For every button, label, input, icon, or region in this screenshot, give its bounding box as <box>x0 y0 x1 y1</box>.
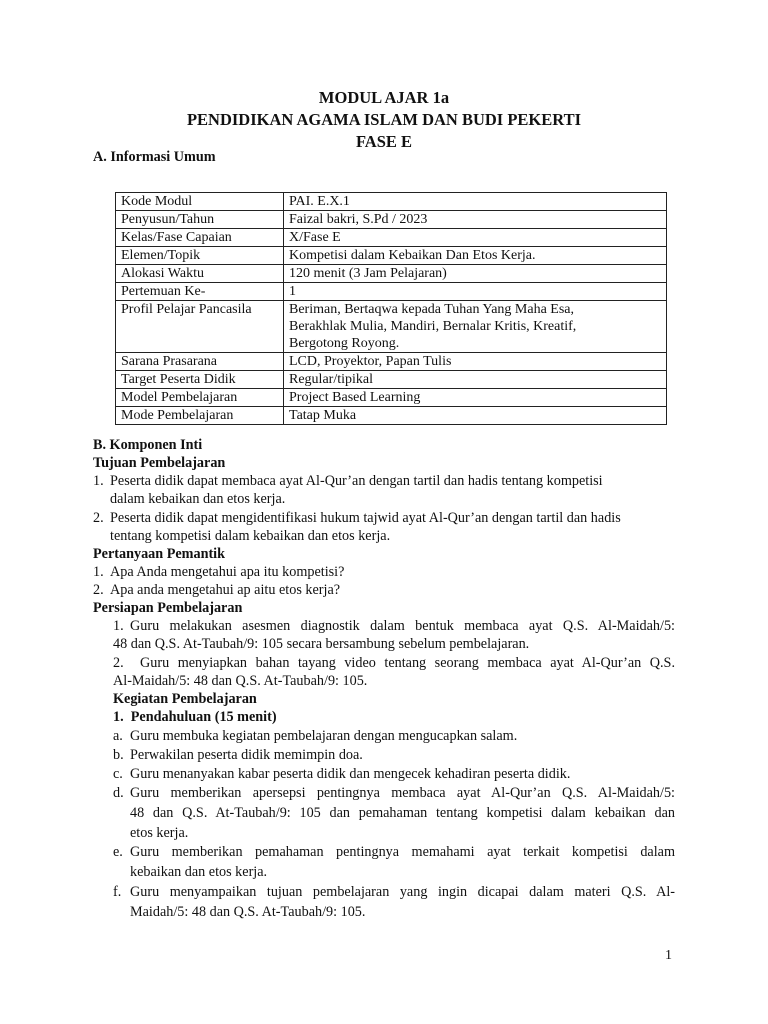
table-cell-line: Bergotong Royong. <box>289 336 400 351</box>
table-cell-line: Berakhlak Mulia, Mandiri, Bernalar Kritis, Kreatif, <box>289 319 577 334</box>
table-cell-value: LCD, Proyektor, Papan Tulis <box>284 353 667 371</box>
table-cell-value: PAI. E.X.1 <box>284 193 667 211</box>
table-cell-value <box>284 301 667 353</box>
table-cell-value: 120 menit (3 Jam Pelajaran) <box>284 265 667 283</box>
table-cell-value: Project Based Learning <box>284 389 667 407</box>
tujuan-heading: Tujuan Pembelajaran <box>93 455 226 471</box>
table-row <box>116 265 667 283</box>
table-cell-key: Kode Modul <box>116 193 284 211</box>
table-cell-key: Alokasi Waktu <box>116 265 284 283</box>
document-page: MODUL AJAR 1a PENDIDIKAN AGAMA ISLAM DAN BUDI PEKERTI FASE E A. Informasi Umum Kode Modul PAI. E.X.1 Penyusun/Tahun Faizal bakri, S.Pd / 2023 Kelas/Fase Capaian X/Fase E Elemen/Topik Kompetisi dalam Kebaikan Dan Etos Kerja. Alokasi Waktu 120 menit (3 Jam Pelajaran) Pertemuan Ke- 1 Profil Pelajar Pancasila Beriman, Bertaqwa kepada Tuhan Yang Maha Esa, Berakhlak Mulia, Mandiri, Bernalar Kritis, Kreatif, Bergotong Royong. Sarana Prasarana LCD, Proyektor, Papan Tulis Target Peserta Didik Regular/tipikal Model Pembelajaran Project Based Learning Mode Pembelajaran Tatap Muka B. Komponen Inti Tujuan Pembelajaran 1. Peserta didik dapat membaca ayat Al-Qur’an dengan tartil dan hadis tentang kompetisi dalam kebaikan dan etos kerja. 2. Peserta didik dapat mengidentifikasi hukum tajwid ayat Al-Qur’an dengan tartil dan hadis tentang kompetisi dalam kebaikan dan etos kerja. Pertanyaan Pemantik 1. Apa Anda mengetahui apa itu kompetisi? 2. Apa anda mengetahui ap aitu etos kerja? Persiapan Pembelajaran 1. Guru melakukan asesmen diagnostik dalam bentuk membaca ayat Q.S. Al-Maidah/5: 48 dan Q.S. At-Taubah/9: 105 secara bersambung sebelum pembelajaran. 2. Guru menyiapkan bahan tayang video tentang seorang membaca ayat Al-Qur’an Q.S. Al-Maidah/5: 48 dan Q.S. At-Taubah/9: 105. Kegiatan Pembelajaran 1. Pendahuluan (15 menit) a. Guru membuka kegiatan pembelajaran dengan mengucapkan salam. b. Perwakilan peserta didik memimpin doa. c. Guru menanyakan kabar peserta didik dan mengecek kehadiran peserta didik. d. Guru memberikan apersepsi pentingnya membaca ayat Al-Qur’an Q.S. Al-Maidah/5: 48 dan Q.S. At-Taubah/9: 105 dan pemahaman tentang kompetisi dalam kebaikan dan etos kerja. e. Guru memberikan pemahaman pentingnya memahami ayat terkait kompetisi dalam kebaikan dan etos kerja. f. Guru menyampaikan tujuan pembelajaran yang ingin dicapai dalam materi Q.S. Al- Maidah/5: 48 dan Q.S. At-Taubah/9: 105. 1 <box>0 0 768 1024</box>
info-table <box>115 192 667 425</box>
module-title: MODUL AJAR 1a <box>318 88 450 107</box>
phase-title: FASE E <box>355 132 413 151</box>
table-row <box>116 353 667 371</box>
kegiatan-heading: Kegiatan Pembelajaran <box>113 691 257 707</box>
table-row <box>116 389 667 407</box>
table-row <box>116 229 667 247</box>
table-cell-value: Tatap Muka <box>284 407 667 425</box>
table-cell-value: 1 <box>284 283 667 301</box>
table-cell-key: Target Peserta Didik <box>116 371 284 389</box>
section-b-heading: B. Komponen Inti <box>93 437 203 453</box>
table-cell-key: Mode Pembelajaran <box>116 407 284 425</box>
table-cell-key: Model Pembelajaran <box>116 389 284 407</box>
table-cell-value: X/Fase E <box>284 229 667 247</box>
table-cell-key: Kelas/Fase Capaian <box>116 229 284 247</box>
pendahuluan-heading: 1. Pendahuluan (15 menit) <box>113 709 277 725</box>
table-cell-key: Elemen/Topik <box>116 247 284 265</box>
page-number: 1 <box>665 948 672 963</box>
table-row <box>116 211 667 229</box>
table-cell-key: Penyusun/Tahun <box>116 211 284 229</box>
table-row <box>116 283 667 301</box>
table-row <box>116 247 667 265</box>
table-row <box>116 371 667 389</box>
table-cell-key: Pertemuan Ke- <box>116 283 284 301</box>
table-cell-value: Faizal bakri, S.Pd / 2023 <box>284 211 667 229</box>
table-row <box>116 301 667 353</box>
table-row <box>116 193 667 211</box>
table-cell-value: Regular/tipikal <box>284 371 667 389</box>
pemantik-heading: Pertanyaan Pemantik <box>93 546 226 562</box>
table-row <box>116 407 667 425</box>
section-a-heading: A. Informasi Umum <box>93 149 216 165</box>
table-cell-line: Beriman, Bertaqwa kepada Tuhan Yang Maha Esa, <box>289 302 575 317</box>
table-cell-value: Kompetisi dalam Kebaikan Dan Etos Kerja. <box>284 247 667 265</box>
table-cell-key: Profil Pelajar Pancasila <box>116 301 284 353</box>
subject-title: PENDIDIKAN AGAMA ISLAM DAN BUDI PEKERTI <box>186 110 582 129</box>
table-cell-key: Sarana Prasarana <box>116 353 284 371</box>
persiapan-heading: Persiapan Pembelajaran <box>93 600 243 616</box>
